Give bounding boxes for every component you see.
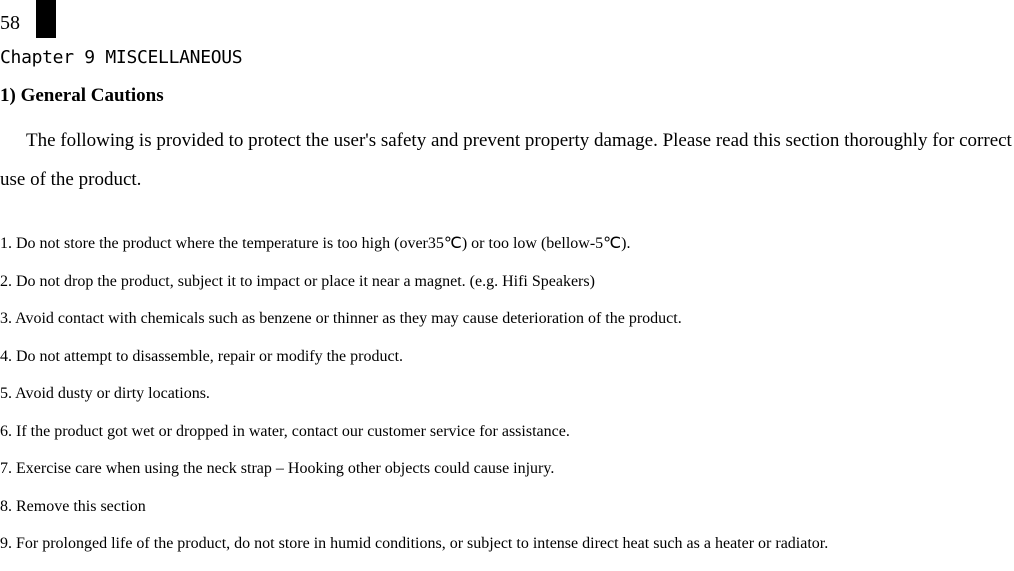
caution-item: 7. Exercise care when using the neck strap – Hooking other objects could cause injury. xyxy=(0,460,555,477)
caution-item: 9. For prolonged life of the product, do not store in humid conditions, or subject to intense direct heat such as a heater or radiator. xyxy=(0,535,829,552)
caution-list xyxy=(0,233,828,571)
chapter-title: Chapter 9 MISCELLANEOUS xyxy=(0,47,243,68)
caution-item: 8. Remove this section xyxy=(0,497,146,515)
page-number: 58 xyxy=(0,12,20,34)
caution-item: 2. Do not drop the product, subject it to impact or place it near a magnet. (e.g. Hifi Speakers) xyxy=(0,272,595,290)
page-tab-marker xyxy=(36,0,56,38)
caution-item: 6. If the product got wet or dropped in water, contact our customer service for assistance. xyxy=(0,422,570,440)
caution-item: 3. Avoid contact with chemicals such as benzene or thinner as they may cause deterioration of the product. xyxy=(0,310,682,327)
section-title: 1) General Cautions xyxy=(0,85,164,106)
intro-text: The following is provided to protect the user's safety and prevent property damage. Please read this section thoroughly for correct use of the product. xyxy=(0,130,1012,190)
caution-item: 5. Avoid dusty or dirty locations. xyxy=(0,385,210,402)
intro-paragraph xyxy=(0,121,1014,199)
caution-item: 1. Do not store the product where the temperature is too high (over35℃) or too low (bellow-5℃). xyxy=(0,235,631,252)
caution-item: 4. Do not attempt to disassemble, repair or modify the product. xyxy=(0,347,404,365)
